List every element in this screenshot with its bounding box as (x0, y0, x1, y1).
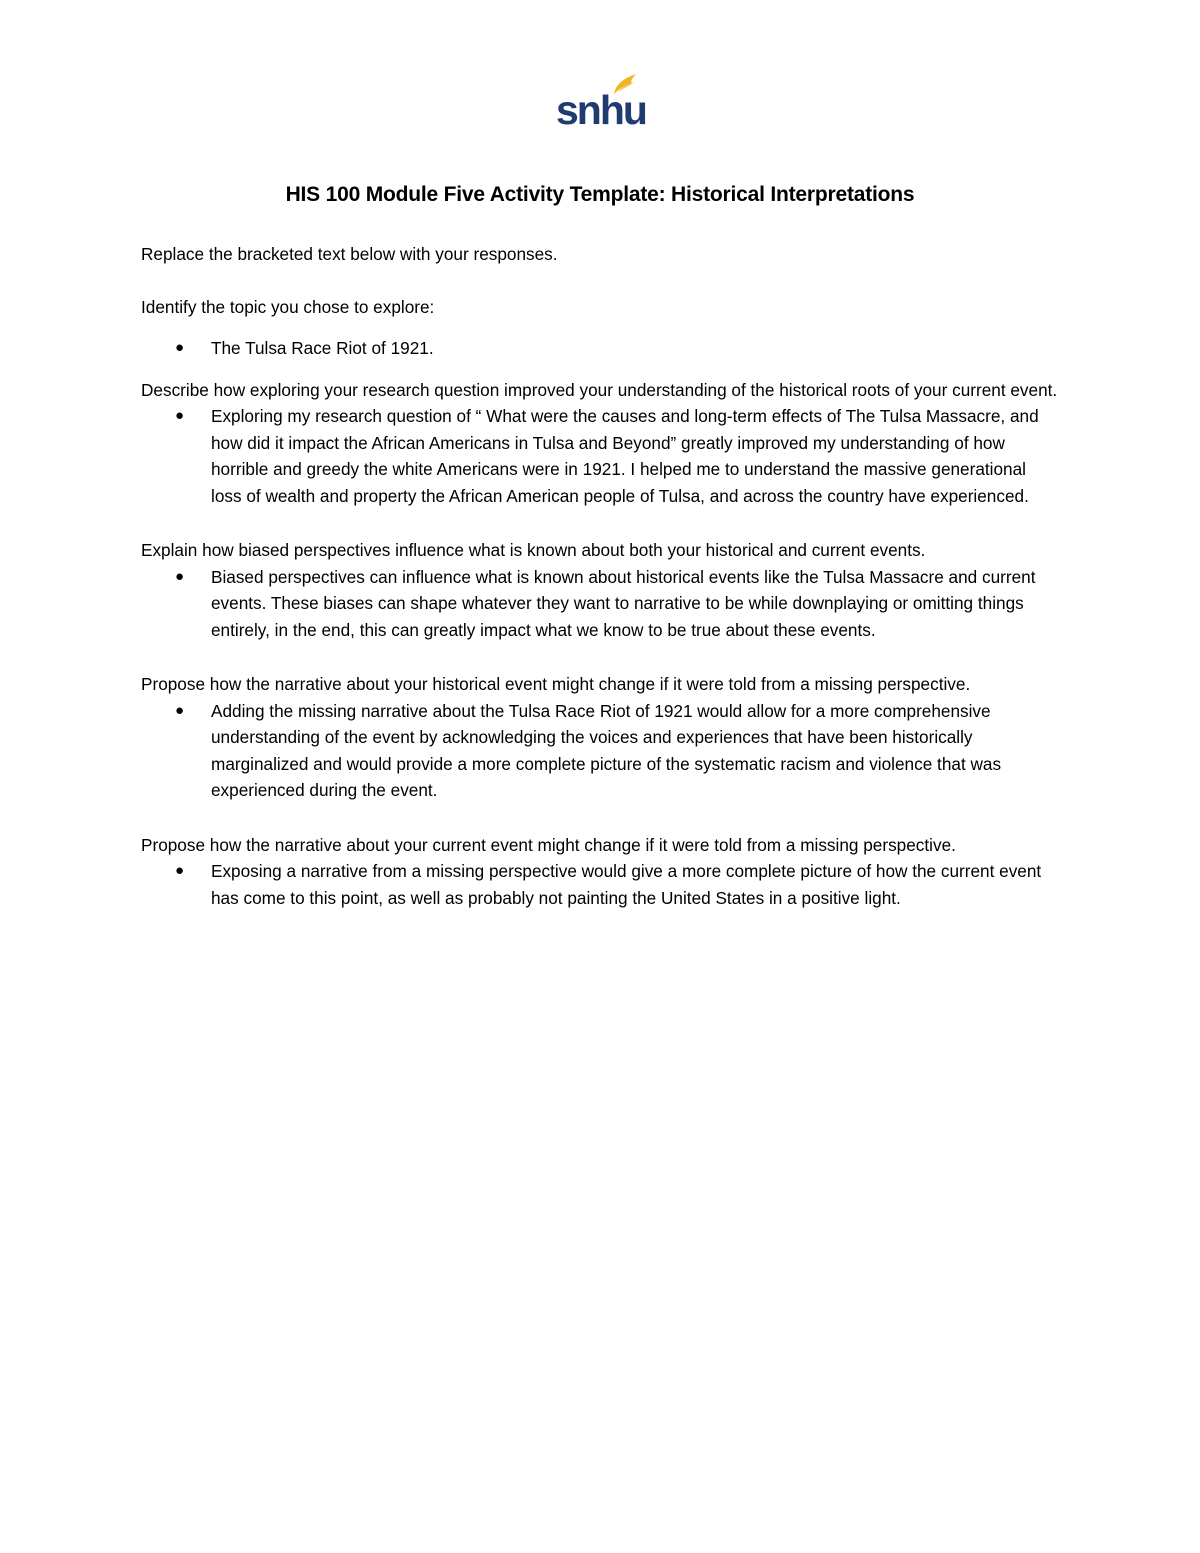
response-historical-narrative: Adding the missing narrative about the Tulsa Race Riot of 1921 would allow for a more comprehensive understanding of the event by acknowledging the voices and experiences that have been historically marginalized and would provide a more complete picture of the systematic racism and violence that was experienced during the event. (211, 700, 1002, 800)
prompt-research: Describe how exploring your research question improved your understanding of the historical roots of your current event. (141, 379, 1058, 400)
spacer (141, 362, 1061, 377)
response-current-narrative: Exposing a narrative from a missing perspective would give a more complete picture of how the current event has come to this point, as well as probably not painting the United States in a positive light. (211, 861, 1042, 908)
list-item (141, 564, 1061, 644)
bullet-icon: ● (175, 567, 185, 585)
spacer (141, 320, 1061, 335)
spacer (141, 804, 1061, 832)
bullet-icon: ● (175, 701, 185, 719)
response-research: Exploring my research question of “ What were the causes and long-term effects of The Tulsa Massacre, and how did it impact the African Americans in Tulsa and Beyond” greatly improved my understanding of how horrible and greedy the white Americans were in 1921. I helped me to understand the massive generational loss of wealth and property the African American people of Tulsa, and across the country have experienced. (211, 406, 1039, 506)
bullet-icon: ● (175, 407, 185, 424)
response-list-topic (141, 335, 1061, 362)
response-list-bias (141, 564, 1061, 644)
spacer (141, 643, 1061, 671)
instructions-text: Replace the bracketed text below with your responses. (141, 244, 558, 264)
list-item (141, 335, 1061, 362)
prompt-topic: Identify the topic you chose to explore: (141, 296, 435, 317)
prompt-current-narrative: Propose how the narrative about your current event might change if it were told from a missing perspective. (141, 834, 956, 855)
document-body (141, 241, 1061, 911)
list-item (141, 858, 1061, 911)
snhu-logo (552, 72, 646, 134)
prompt-bias: Explain how biased perspectives influence what is known about both your historical and current events. (141, 540, 926, 560)
bullet-icon: ● (175, 862, 185, 879)
response-bias: Biased perspectives can influence what is known about historical events like the Tulsa Massacre and current events. These biases can shape whatever they want to narrative to be while downplaying or omitting things entirely, in the end, this can greatly impact what we know to be true about these events. (211, 566, 1036, 640)
response-topic: The Tulsa Race Riot of 1921. (211, 338, 434, 358)
bullet-icon: ● (175, 339, 185, 356)
response-list-research (141, 403, 1061, 509)
spacer (141, 509, 1061, 537)
logo-text: snhu (556, 87, 646, 133)
list-item (141, 403, 1061, 509)
response-list-historical-narrative (141, 698, 1061, 804)
response-list-current-narrative (141, 858, 1061, 911)
prompt-historical-narrative: Propose how the narrative about your historical event might change if it were told from a missing perspective. (141, 674, 971, 694)
page-title: HIS 100 Module Five Activity Template: Historical Interpretations (285, 183, 915, 206)
list-item (141, 698, 1061, 804)
